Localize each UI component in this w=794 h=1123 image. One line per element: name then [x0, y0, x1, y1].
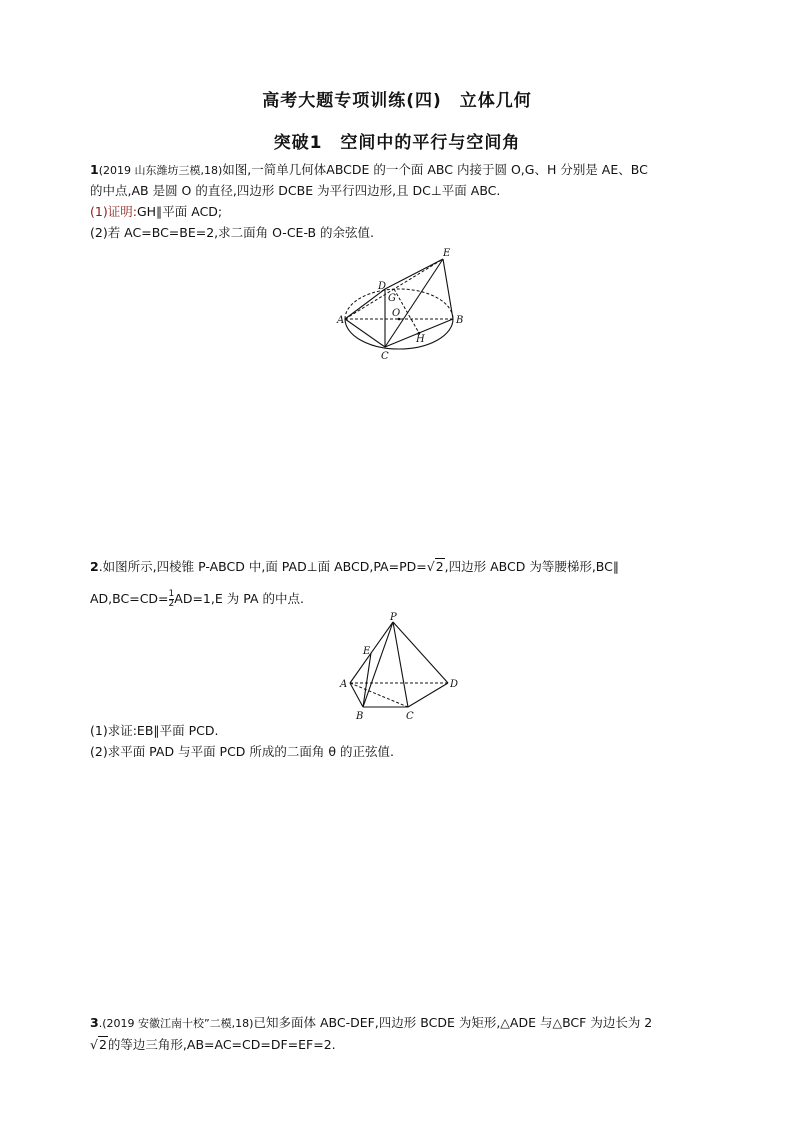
- vertex-label: B: [456, 315, 464, 326]
- sqrt-value: 2: [435, 559, 444, 574]
- problem-1-line-1: [90, 160, 730, 180]
- figure-1-solid: [330, 245, 470, 365]
- page-title: 高考大题专项训练(四) 立体几何: [262, 91, 532, 111]
- problem-text: AD,BC=CD=: [90, 591, 169, 606]
- problem-text: 已知多面体 ABC-DEF,四边形 BCDE 为矩形,△ADE 与△BCF 为边长为 2: [253, 1015, 653, 1030]
- vertex-label: G: [388, 293, 396, 304]
- problem-source: (2019 山东潍坊三模,18): [98, 164, 223, 177]
- vertex-label: P: [390, 612, 397, 623]
- vertex-label: C: [381, 351, 389, 362]
- vertex-label: A: [340, 679, 348, 690]
- problem-text: 的等边三角形,AB=AC=CD=DF=EF=2.: [107, 1037, 336, 1052]
- problem-text: .如图所示,四棱锥 P-ABCD 中,面 PAD⊥面 ABCD,PA=PD=: [98, 559, 427, 574]
- problem-2-part-1: (1)求证:EB∥平面 PCD.: [90, 723, 219, 738]
- problem-text: AD=1,E 为 PA 的中点.: [174, 591, 304, 606]
- problem-1-part-1: [90, 202, 730, 221]
- problem-2-line-1: 2.如图所示,四棱锥 P-ABCD 中,面 PAD⊥面 ABCD,PA=PD=√2,四边形 ABCD 为等腰梯形,BC∥: [90, 559, 620, 574]
- problem-number: 3: [90, 1015, 99, 1030]
- vertex-label: D: [378, 281, 387, 292]
- vertex-label: H: [416, 334, 425, 345]
- problem-number: 2: [90, 559, 99, 574]
- problem-text: ,四边形 ABCD 为等腰梯形,BC∥: [444, 559, 620, 574]
- vertex-label: E: [363, 646, 371, 657]
- problem-text: ABCDE 的一个面 ABC 内接于圆 O,G、H 分别是 AE、BC: [326, 162, 648, 177]
- problem-3-line-1: [90, 1013, 730, 1033]
- figure-2-pyramid: [335, 612, 465, 724]
- section-title: 突破1 空间中的平行与空间角: [273, 133, 521, 153]
- sqrt-value: 2: [98, 1037, 107, 1052]
- problem-2-line-2: [90, 589, 730, 609]
- problem-1-part-2: (2)若 AC=BC=BE=2,求二面角 O-CE-B 的余弦值.: [90, 225, 375, 240]
- problem-number: 1: [90, 162, 99, 177]
- problem-1-line-2: 的中点,AB 是圆 O 的直径,四边形 DCBE 为平行四边形,且 DC⊥平面 ABC.: [90, 183, 501, 198]
- vertex-label: E: [443, 248, 451, 259]
- vertex-label: C: [406, 711, 414, 722]
- problem-source: .(2019 安徽江南十校”二模,18): [98, 1017, 254, 1030]
- part-label: (1): [90, 204, 108, 219]
- vertex-label: O: [392, 308, 401, 319]
- problem-3-line-2: √2的等边三角形,AB=AC=CD=DF=EF=2.: [90, 1037, 336, 1052]
- vertex-label: B: [356, 711, 364, 722]
- fraction-denominator: 2: [168, 599, 175, 609]
- vertex-label: D: [450, 679, 459, 690]
- vertex-label: A: [337, 315, 345, 326]
- problem-text: 如图,一简单几何体: [222, 162, 327, 177]
- part-verb: 证明:: [107, 204, 137, 219]
- part-text: GH∥平面 ACD;: [136, 204, 223, 219]
- fraction-numerator: 1: [168, 589, 175, 599]
- problem-2-part-2: (2)求平面 PAD 与平面 PCD 所成的二面角 θ 的正弦值.: [90, 744, 394, 759]
